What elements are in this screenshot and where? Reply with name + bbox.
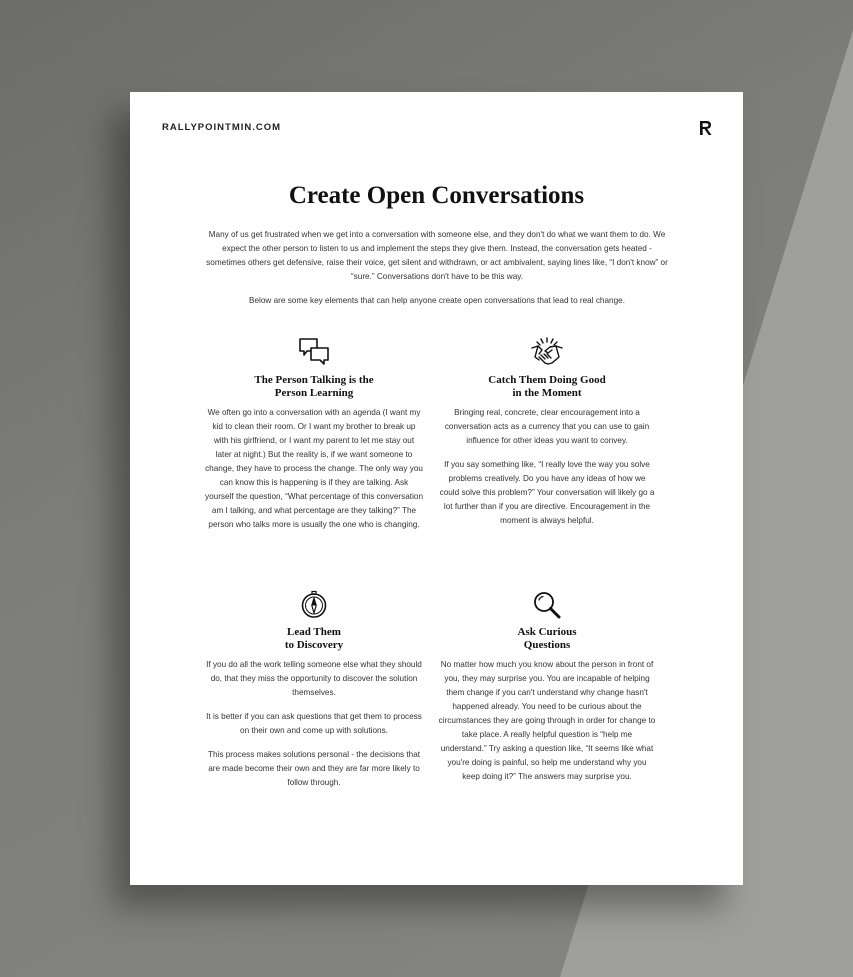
handshake-icon [530,336,564,368]
section-person-talking [205,336,423,532]
intro-text [202,228,672,308]
speech-bubbles-icon [298,336,330,368]
section-paragraph: It is better if you can ask questions that get them to process on their own and come up with solutions. [206,712,422,735]
section-paragraph: We often go into a conversation with an agenda (I want my kid to clean their room. Or I want my brother to break up with his girlfriend, or I want my parent to let me stay out later at night.) But the reality is, if we want someone to change, they have to process the change. The only way you can know this is happening is if they are talking. Ask yourself the question, “What percentage of this conversation am I talking, and what percentage are they talking?” The person who talks more is usually the one who is changing. [205,408,424,529]
section-title-line: Person Learning [274,387,354,399]
site-url: RALLYPOINTMIN.COM [162,122,282,133]
section-title [205,626,423,652]
section-ask-curious [438,590,656,784]
section-title-line: Lead Them [287,626,341,638]
section-paragraph: If you say something like, “I really love the way you solve problems creatively. Do you have any ideas of how we could solve this problem?” Your conversation will likely go a lot further than if you are directive. Encouragement in the moment is always helpful. [439,460,655,525]
section-title-line: The Person Talking is the [254,374,374,386]
section-title [438,374,656,400]
section-paragraph: If you do all the work telling someone else what they should do, that they miss the opportunity to discover the solution themselves. [206,660,422,697]
section-title-line: Catch Them Doing Good [488,374,606,386]
section-paragraph: No matter how much you know about the person in front of you, they may surprise you. You are incapable of helping them change if you can't understand why change hasn't happened already. You need to be curious about the circumstances they are going through in order for change to take place. A really helpful question is “help me understand.” Try asking a question like, “It seems like what you're doing is painful, so help me understand why you keep doing it?” The answers may surprise you. [438,660,656,781]
section-catch-them [438,336,656,528]
section-lead-discovery [205,590,423,790]
intro-paragraph: Below are some key elements that can help anyone create open conversations that lead to real change. [249,296,625,305]
compass-icon [299,590,329,620]
section-title-line: to Discovery [284,639,344,651]
page-title: Create Open Conversations [288,182,585,209]
document-page [130,92,743,885]
brand-logo-icon [699,120,713,136]
section-title-line: Questions [523,639,571,651]
intro-paragraph: Many of us get frustrated when we get into a conversation with someone else, and they don't do what we want them to do. We expect the other person to listen to us and implement the steps they give them. Instead, the conversation gets heated - sometimes others get defensive, raise their voice, get silent and withdrawn, or act ambivalent, saying lines like, “I don't know” or “sure.” Conversations don't have to be this way. [206,230,668,281]
section-paragraph: This process makes solutions personal - the decisions that are made become their own and they are far more likely to follow through. [207,750,421,787]
section-title-line: Ask Curious [517,626,577,638]
section-title [438,626,656,652]
section-paragraph: Bringing real, concrete, clear encouragement into a conversation acts as a currency that you can use to gain influence for other ideas you want to convey. [444,408,650,445]
section-title [205,374,423,400]
magnifying-glass-icon [532,590,562,620]
brand-logo [699,120,713,141]
section-title-line: in the Moment [512,387,582,399]
